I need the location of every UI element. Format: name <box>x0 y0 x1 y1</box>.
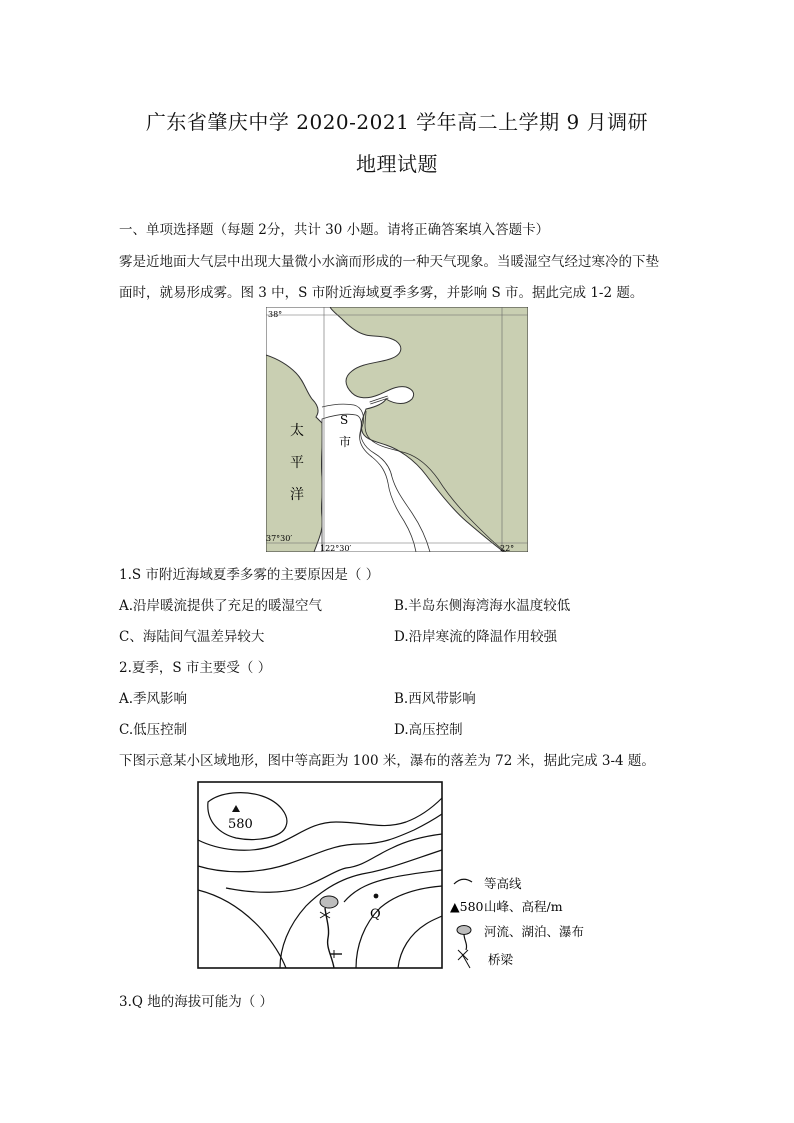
legend-lake-icon <box>457 926 471 935</box>
legend-peak-prefix: ▲580 <box>450 899 484 914</box>
ocean-char-3: 洋 <box>290 487 304 503</box>
contour-map <box>196 778 606 972</box>
lon-right-label: 22° <box>500 544 515 552</box>
intro1-line2: 面时，就易形成雾。图 3 中，S 市附近海域夏季多雾，并影响 S 市。据此完成 1-2 题。 <box>119 285 644 301</box>
intro1-line1: 雾是近地面大气层中出现大量微小水滴而形成的一种天气现象。当暖湿空气经过寒冷的下垫 <box>119 254 659 270</box>
page-title: 广东省肇庆中学 2020-2021 学年高二上学期 9 月调研 <box>145 110 649 134</box>
ocean-char-2: 平 <box>290 455 304 471</box>
lat-top-label: 38° <box>268 310 283 319</box>
lon-mid-label: 122°30′ <box>320 544 352 552</box>
page-subtitle: 地理试题 <box>356 152 438 176</box>
lat-bottom-label: 37°30′ <box>266 534 293 543</box>
city-letter: S <box>340 413 349 427</box>
q1-stem: 1.S 市附近海域夏季多雾的主要原因是（ ） <box>119 567 380 583</box>
legend-contour: 等高线 <box>484 876 522 891</box>
intro2-line1: 下图示意某小区域地形，图中等高距为 100 米，瀑布的落差为 72 米，据此完成 3-4 题。 <box>119 753 655 769</box>
q2-option-a: A.季风影响 <box>119 691 188 707</box>
peak-value: 580 <box>228 817 253 832</box>
q1-option-d: D.沿岸寒流的降温作用较强 <box>394 629 558 645</box>
legend-bridge: 桥梁 <box>488 952 514 967</box>
q2-stem: 2.夏季，S 市主要受（ ） <box>119 660 272 676</box>
q2-option-c: C.低压控制 <box>119 722 188 738</box>
q2-option-d: D.高压控制 <box>394 722 463 738</box>
legend-water: 河流、湖泊、瀑布 <box>484 924 585 939</box>
coastline-map <box>266 307 528 552</box>
q3-stem: 3.Q 地的海拔可能为（ ） <box>119 994 274 1010</box>
ocean-char-1: 太 <box>290 423 304 439</box>
point-q-label: Q <box>370 907 381 922</box>
section-heading: 一、单项选择题（每题 2分，共计 30 小题。请将正确答案填入答题卡） <box>119 222 550 238</box>
legend-contour-icon <box>454 879 472 884</box>
city-char: 市 <box>339 435 352 449</box>
q1-option-a: A.沿岸暖流提供了充足的暖湿空气 <box>119 598 323 614</box>
q2-option-b: B.西风带影响 <box>394 691 476 707</box>
q1-option-c: C、海陆间气温差异较大 <box>119 629 265 645</box>
legend-peak: 山峰、高程/m <box>484 899 563 914</box>
q1-option-b: B.半岛东侧海湾海水温度较低 <box>394 598 571 614</box>
